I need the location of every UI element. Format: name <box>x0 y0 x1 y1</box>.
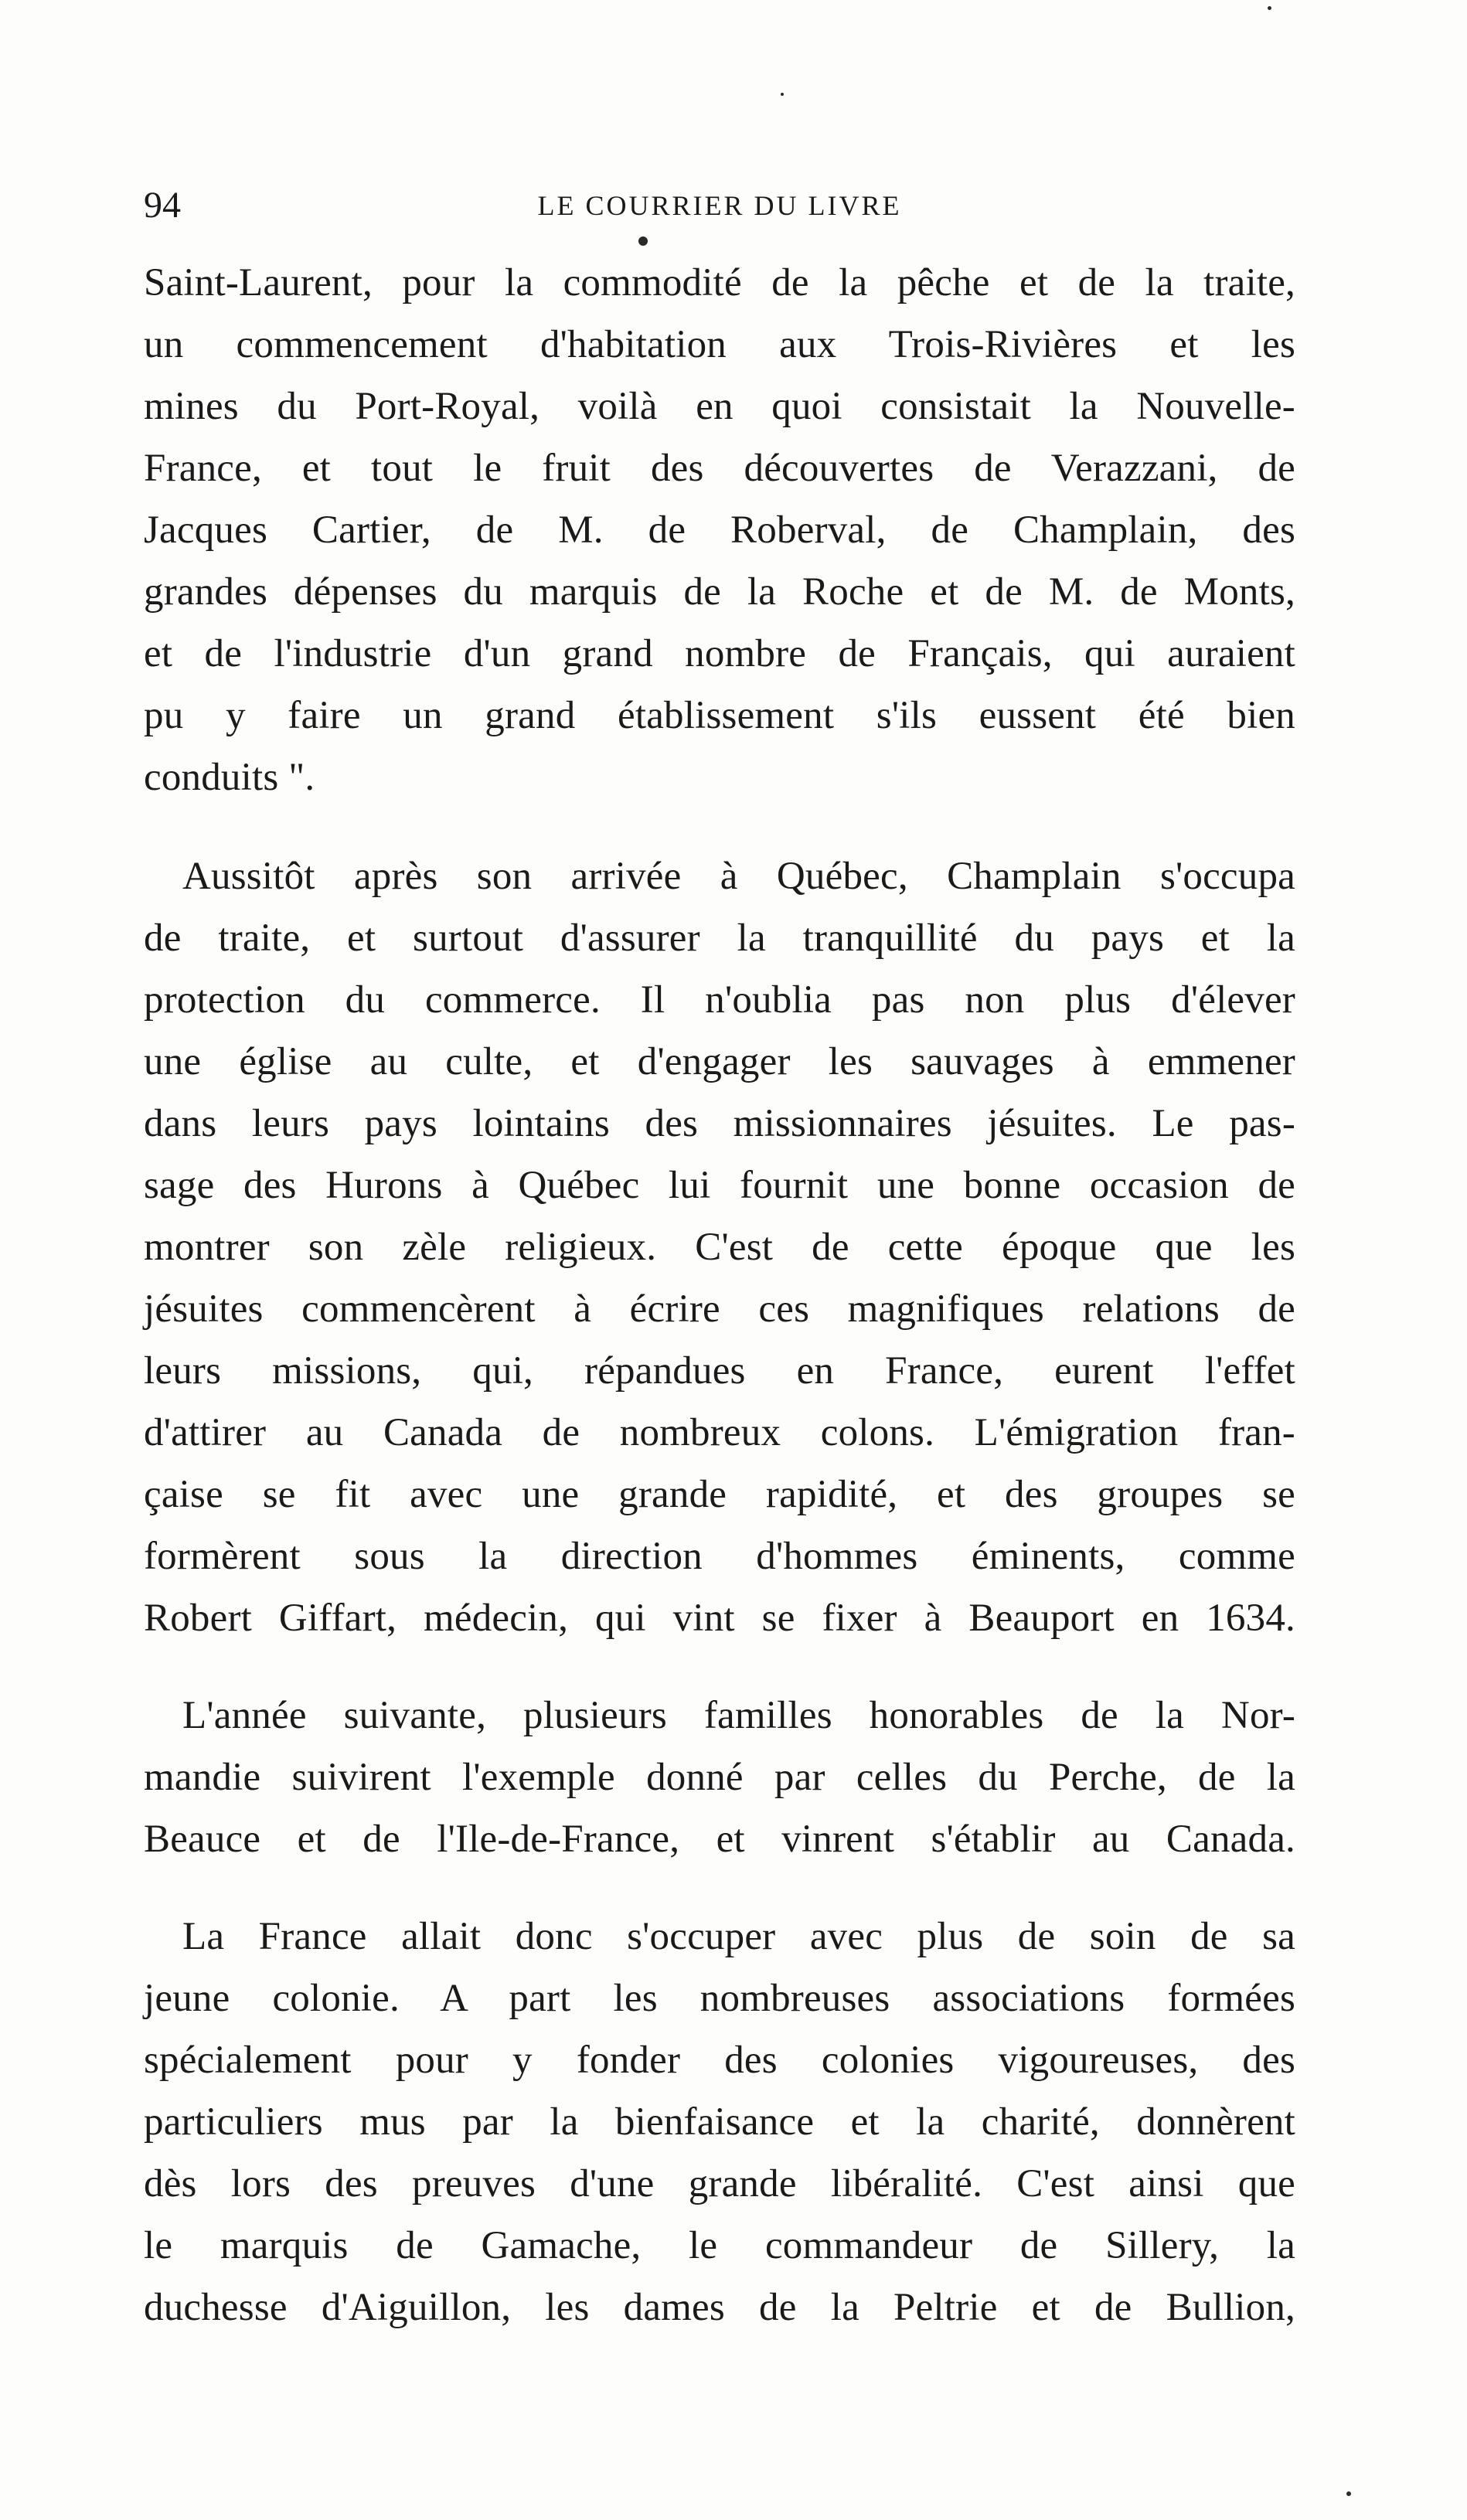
text-line: et de l'industrie d'un grand nombre de Français, qui auraient <box>144 632 1295 675</box>
text-line: duchesse d'Aiguillon, les dames de la Peltrie et de Bullion, <box>144 2286 1295 2329</box>
text-line: mines du Port-Royal, voilà en quoi consistait la Nouvelle- <box>144 385 1295 428</box>
ink-speck <box>638 236 648 246</box>
paragraph-1 <box>144 252 1295 808</box>
paragraph-4 <box>144 1906 1295 2338</box>
ink-speck <box>1346 2491 1351 2496</box>
text-line: particuliers mus par la bienfaisance et la charité, donnèrent <box>144 2100 1295 2144</box>
text-line: jeune colonie. A part les nombreuses associations formées <box>144 1977 1295 2020</box>
text-line: pu y faire un grand établissement s'ils eussent été bien <box>144 694 1295 737</box>
text-line: d'attirer au Canada de nombreux colons. L'émigration fran- <box>144 1411 1295 1454</box>
text-line: La France allait donc s'occuper avec plus de soin de sa <box>182 1915 1295 1958</box>
text-line: le marquis de Gamache, le commandeur de Sillery, la <box>144 2224 1295 2267</box>
text-line: Aussitôt après son arrivée à Québec, Champlain s'occupa <box>182 855 1295 898</box>
paragraph-2 <box>144 845 1295 1649</box>
paragraph-3 <box>144 1685 1295 1870</box>
text-line: jésuites commencèrent à écrire ces magnifiques relations de <box>144 1287 1295 1331</box>
text-line: spécialement pour y fonder des colonies vigoureuses, des <box>144 2039 1295 2082</box>
running-title: LE COURRIER DU LIVRE <box>537 190 902 221</box>
text-line: çaise se fit avec une grande rapidité, et des groupes se <box>144 1473 1295 1516</box>
text-line: L'année suivante, plusieurs familles honorables de la Nor- <box>182 1694 1295 1737</box>
page-header <box>144 182 1295 229</box>
text-line: de traite, et surtout d'assurer la tranquillité du pays et la <box>144 917 1295 960</box>
text-line: formèrent sous la direction d'hommes éminents, comme <box>144 1535 1295 1578</box>
text-line: Jacques Cartier, de M. de Roberval, de Champlain, des <box>144 508 1295 552</box>
text-line: dès lors des preuves d'une grande libéralité. C'est ainsi que <box>144 2162 1295 2205</box>
text-line: dans leurs pays lointains des missionnaires jésuites. Le pas- <box>144 1102 1295 1145</box>
text-line: grandes dépenses du marquis de la Roche et de M. de Monts, <box>144 570 1295 614</box>
text-line: leurs missions, qui, répandues en France, eurent l'effet <box>144 1349 1295 1393</box>
text-line: montrer son zèle religieux. C'est de cette époque que les <box>144 1226 1295 1269</box>
text-line: une église au culte, et d'engager les sauvages à emmener <box>144 1040 1295 1083</box>
page-number: 94 <box>144 185 181 226</box>
text-line: Beauce et de l'Ile-de-France, et vinrent s'établir au Canada. <box>144 1818 1295 1861</box>
text-line: France, et tout le fruit des découvertes de Verazzani, de <box>144 447 1295 490</box>
text-line: Robert Giffart, médecin, qui vint se fixer à Beauport en 1634. <box>144 1597 1295 1640</box>
text-line: sage des Hurons à Québec lui fournit une bonne occasion de <box>144 1164 1295 1207</box>
ink-speck <box>781 93 784 96</box>
text-line: Saint-Laurent, pour la commodité de la pêche et de la traite, <box>144 261 1295 304</box>
body-text <box>144 252 1295 2338</box>
text-line: mandie suivirent l'exemple donné par celles du Perche, de la <box>144 1756 1295 1799</box>
ink-speck <box>1268 6 1271 10</box>
text-line: conduits ". <box>144 756 315 799</box>
text-line: un commencement d'habitation aux Trois-Rivières et les <box>144 323 1295 366</box>
text-line: protection du commerce. Il n'oublia pas non plus d'élever <box>144 978 1295 1022</box>
